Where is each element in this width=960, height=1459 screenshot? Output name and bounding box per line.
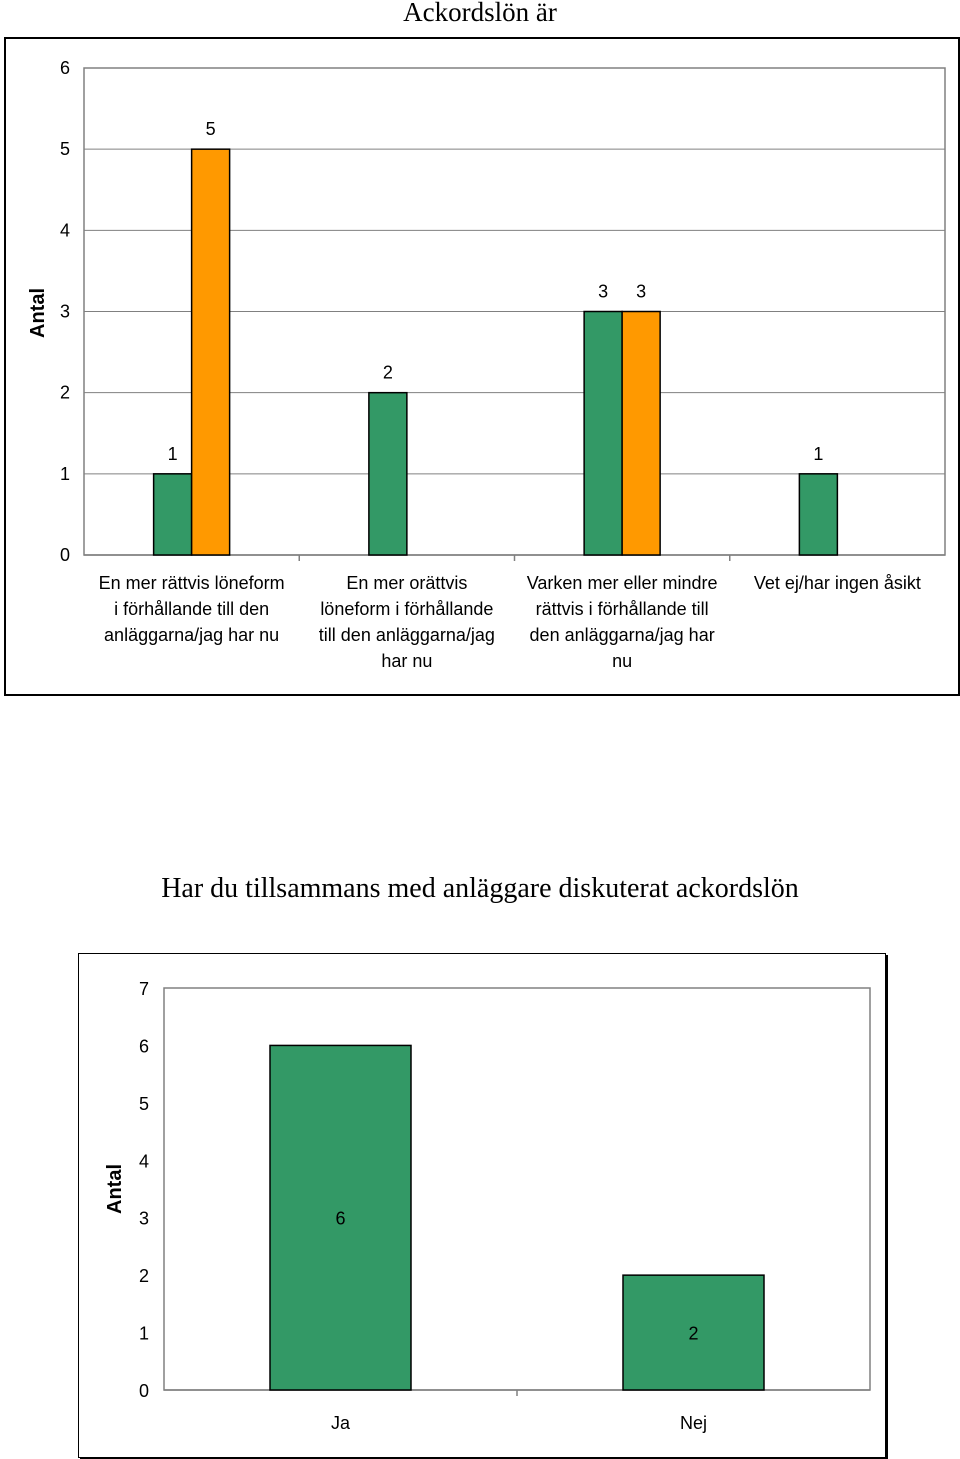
chart2-y-tick: 2: [138, 1266, 149, 1287]
chart1-category-label: anläggarna/jag har nu: [104, 625, 280, 645]
chart1-y-tick: 2: [59, 382, 70, 403]
chart1-y-tick: 0: [59, 545, 70, 565]
chart1-y-tick: 1: [59, 463, 70, 484]
chart1-category-label: löneform i förhållande: [320, 599, 494, 619]
chart1-data-label: 2: [382, 362, 393, 383]
chart1-category-label: rättvis i förhållande till: [535, 599, 709, 619]
chart1-title: Ackordslön är: [403, 0, 557, 27]
chart1-category-label: den anläggarna/jag har: [529, 625, 715, 645]
chart1-y-tick: 5: [59, 139, 70, 160]
chart1-data-label: 3: [598, 281, 609, 302]
chart1-data-label: 1: [813, 443, 824, 464]
chart1-bar: [799, 474, 837, 555]
chart1-category-label: till den anläggarna/jag: [318, 625, 495, 645]
chart2-category-label: Ja: [330, 1413, 351, 1433]
chart2-y-tick: 6: [138, 1036, 149, 1057]
chart2-y-tick: 3: [138, 1208, 149, 1229]
chart2-y-tick: 7: [138, 979, 149, 999]
chart1-category-label: En mer rättvis löneform: [98, 573, 285, 593]
chart2-category-label: Nej: [679, 1413, 708, 1433]
chart2-y-tick: 4: [138, 1151, 149, 1172]
chart1-category-label: nu: [612, 651, 633, 671]
chart1-category-label: Varken mer eller mindre: [526, 573, 718, 593]
chart1-y-tick: 6: [59, 58, 70, 78]
chart2-y-tick: 5: [138, 1093, 149, 1114]
chart1-bar: [584, 312, 622, 556]
chart2-data-label: 2: [688, 1323, 699, 1344]
chart1-category-label: En mer orättvis: [346, 573, 468, 593]
chart1-category-label: Vet ej/har ingen åsikt: [753, 573, 921, 593]
chart2-title: Har du tillsammans med anläggare diskuterat ackordslön: [161, 873, 799, 904]
chart2-y-axis-title: Antal: [104, 1164, 126, 1214]
chart1-bar: [369, 393, 407, 555]
chart1-category-label: har nu: [381, 651, 433, 671]
chart1-bar: [154, 474, 192, 555]
chart1-y-tick: 4: [59, 220, 70, 241]
chart1-data-label: 1: [167, 443, 178, 464]
chart2-y-tick: 1: [138, 1323, 149, 1344]
chart1-bar: [192, 149, 230, 555]
chart1-data-label: 3: [636, 281, 647, 302]
chart1-category-label: i förhållande till den: [114, 599, 270, 619]
chart1-bar: [622, 312, 660, 556]
chart1-y-tick: 3: [59, 301, 70, 322]
chart2-y-tick: 0: [138, 1381, 149, 1401]
chart1-y-axis-title: Antal: [27, 288, 49, 338]
chart1-data-label: 5: [205, 119, 216, 140]
chart2-data-label: 6: [335, 1208, 346, 1229]
